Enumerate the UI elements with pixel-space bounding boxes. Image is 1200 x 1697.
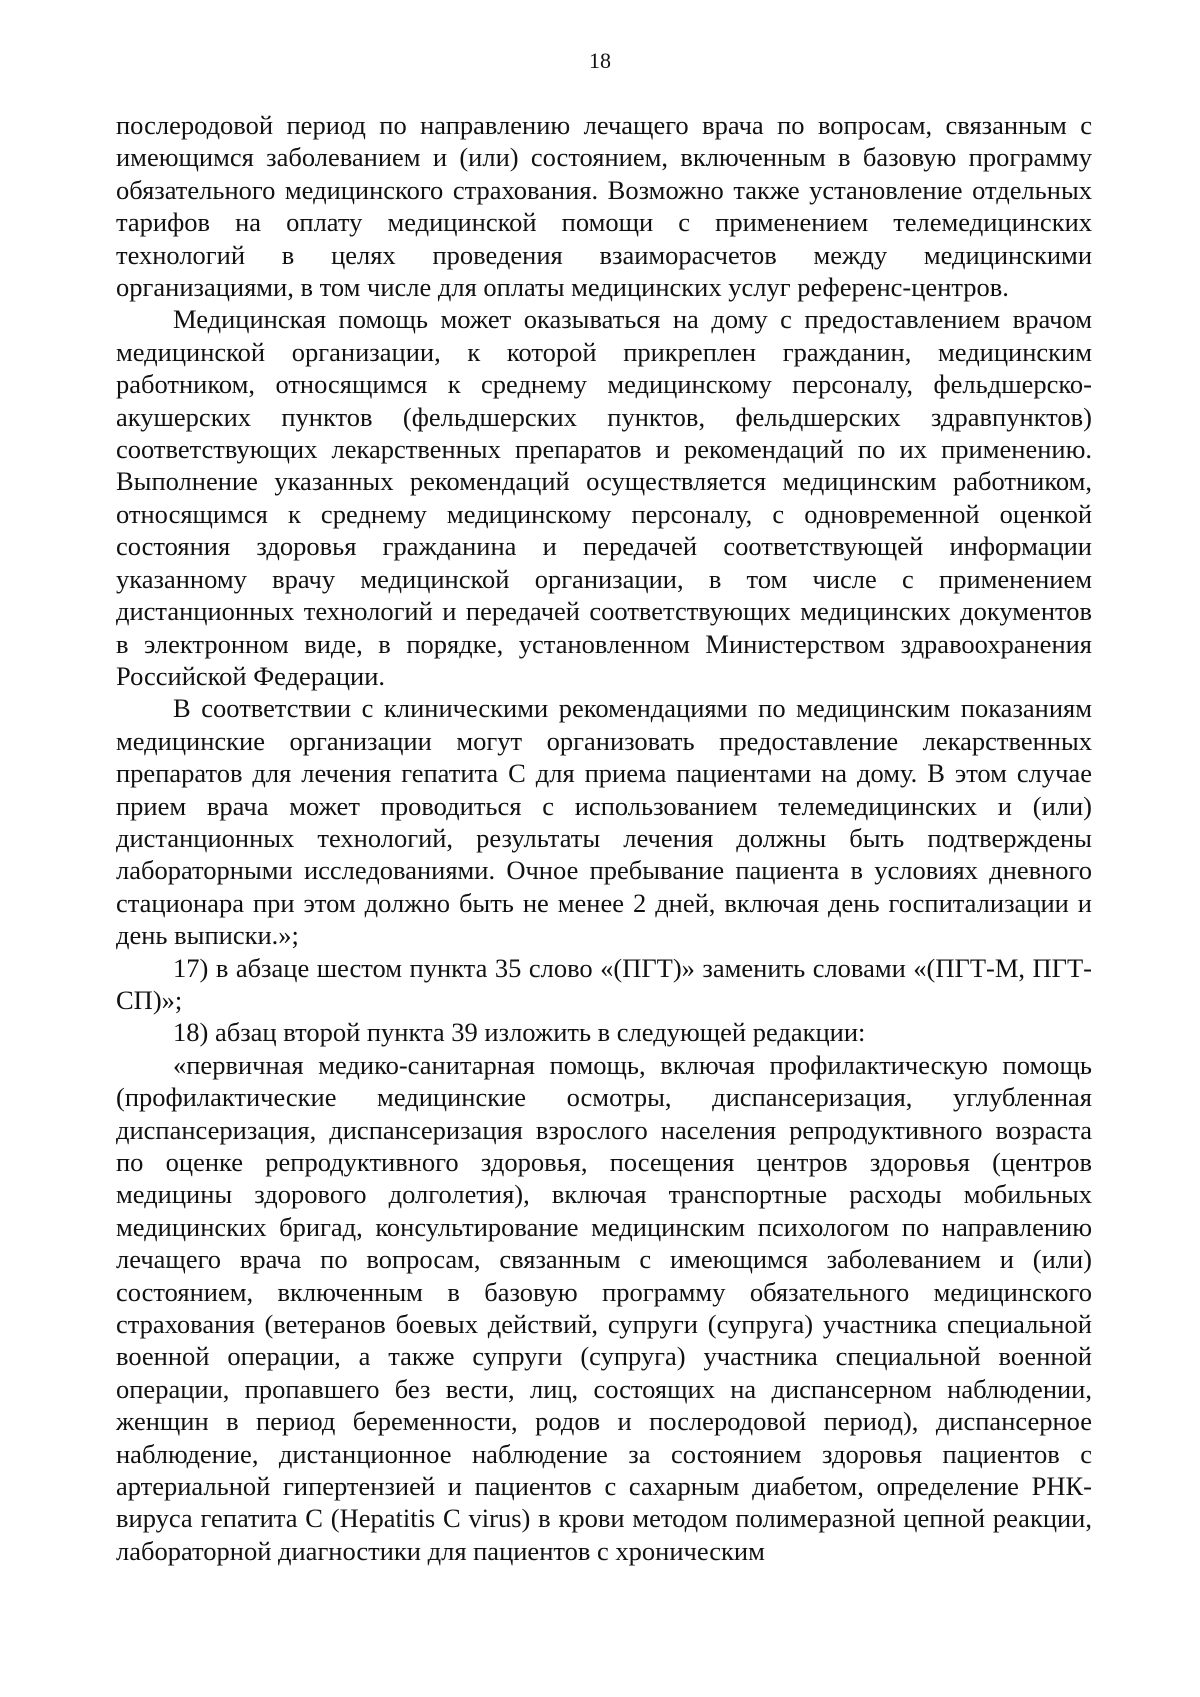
document-body (116, 109, 1092, 1567)
paragraph-primary-care: «первичная медико-санитарная помощь, включая профилактическую помощь (профилактические медицинские осмотры, диспансеризация, углубленная диспансеризация, диспансеризация взрослого населения репродуктивного возраста по оценке репродуктивного здоровья, посещения центров здоровья (центров медицины здорового долголетия), включая транспортные расходы мобильных медицинских бригад, консультирование медицинским психологом по направлению лечащего врача по вопросам, связанным с имеющимся заболеванием и (или) состоянием, включенным в базовую программу обязательного медицинского страхования (ветеранов боевых действий, супруги (супруга) участника специальной военной операции, а также супруги (супруга) участника специальной военной операции, пропавшего без вести, лиц, состоящих на диспансерном наблюдении, женщин в период беременности, родов и послеродовой период), диспансерное наблюдение, дистанционное наблюдение за состоянием здоровья пациентов с артериальной гипертензией и пациентов с сахарным диабетом, определение РНК-вируса гепатита С (Hepatitis C virus) в крови методом полимеразной цепной реакции, лабораторной диагностики для пациентов с хроническим (116, 1049, 1092, 1566)
page-number: 18 (589, 48, 611, 73)
paragraph-amendment-17: 17) в абзаце шестом пункта 35 слово «(ПГТ)» заменить словами «(ПГТ-М, ПГТ-СП)»; (116, 952, 1092, 1015)
paragraph-continuation: послеродовой период по направлению лечащего врача по вопросам, связанным с имеющимся заболеванием и (или) состоянием, включенным в базовую программу обязательного медицинского страхования. Возможно также установление отдельных тарифов на оплату медицинской помощи с применением телемедицинских технологий в целях проведения взаиморасчетов между медицинскими организациями, в том числе для оплаты медицинских услуг референс-центров. (116, 110, 1092, 303)
paragraph-hepatitis-treatment: В соответствии с клиническими рекомендациями по медицинским показаниям медицинские организации могут организовать предоставление лекарственных препаратов для лечения гепатита С для приема пациентами на дому. В этом случае прием врача может проводиться с использованием телемедицинских и (или) дистанционных технологий, результаты лечения должны быть подтверждены лабораторными исследованиями. Очное пребывание пациента в условиях дневного стационара при этом должно быть не менее 2 дней, включая день госпитализации и день выписки.»; (116, 693, 1092, 951)
paragraph-home-care: Медицинская помощь может оказываться на дому с предоставлением врачом медицинской организации, к которой прикреплен гражданин, медицинским работником, относящимся к среднему медицинскому персоналу, фельдшерско-акушерских пунктов (фельдшерских пунктов, фельдшерских здравпунктов) соответствующих лекарственных препаратов и рекомендаций по их применению. Выполнение указанных рекомендаций осуществляется медицинским работником, относящимся к среднему медицинскому персоналу, с одновременной оценкой состояния здоровья гражданина и передачей соответствующей информации указанному врачу медицинской организации, в том числе с применением дистанционных технологий и передачей соответствующих медицинских документов в электронном виде, в порядке, установленном Министерством здравоохранения Российской Федерации. (116, 304, 1092, 691)
paragraph-amendment-18: 18) абзац второй пункта 39 изложить в следующей редакции: (173, 1017, 866, 1048)
